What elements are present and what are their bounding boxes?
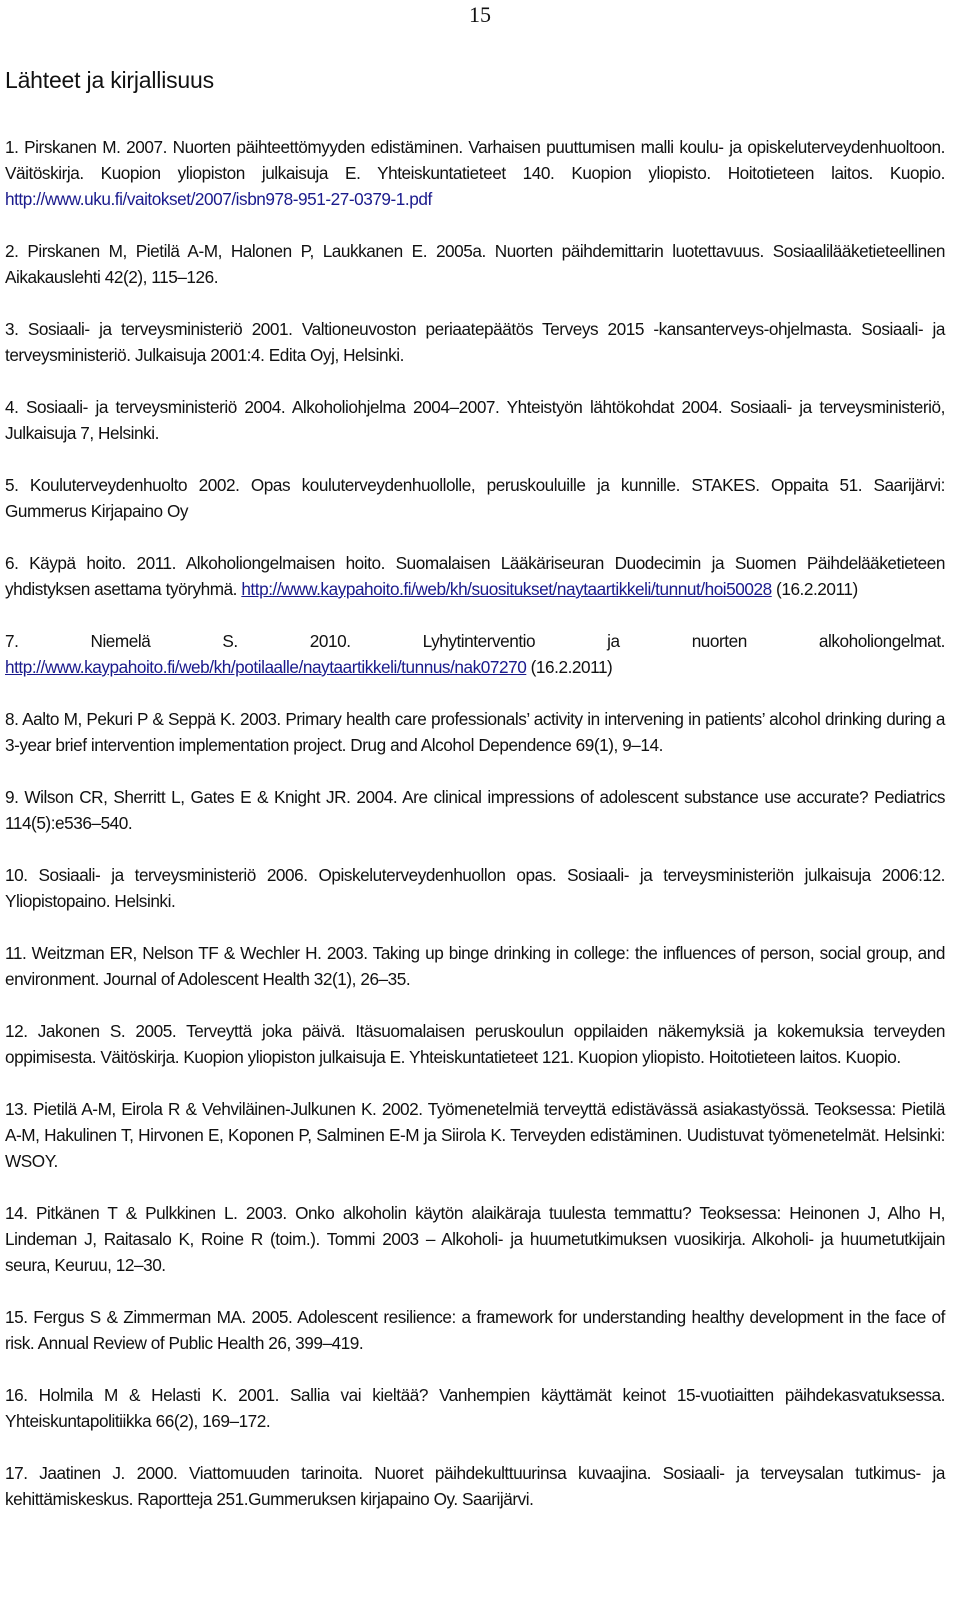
reference-item <box>5 1200 945 1278</box>
reference-text: 14. Pitkänen T & Pulkkinen L. 2003. Onko alkoholin käytön alaikäraja tuulesta temmattu? Teoksessa: Heinonen J, Alho H, Lindeman J, Raitasalo K, Roine R (toim.). Tommi 2003 – Alkoholi- ja huumetutkimuksen vuosikirja. Alkoholi- ja huumetutkijain seura, Keuruu, 12–30. <box>5 1203 945 1275</box>
reference-item <box>5 1018 945 1070</box>
reference-text: 9. Wilson CR, Sherritt L, Gates E & Knight JR. 2004. Are clinical impressions of adolescent substance use accurate? Pediatrics 114(5):e536–540. <box>5 787 945 833</box>
reference-url-link[interactable]: http://www.kaypahoito.fi/web/kh/suositukset/naytaartikkeli/tunnut/hoi50028 <box>241 579 772 599</box>
reference-item <box>5 784 945 836</box>
reference-item <box>5 134 945 212</box>
reference-item <box>5 1096 945 1174</box>
reference-text: 5. Kouluterveydenhuolto 2002. Opas kouluterveydenhuollolle, peruskouluille ja kunnille. STAKES. Oppaita 51. Saarijärvi: Gummerus Kirjapaino Oy <box>5 475 945 521</box>
reference-text: 4. Sosiaali- ja terveysministeriö 2004. Alkoholiohjelma 2004–2007. Yhteistyön lähtökohdat 2004. Sosiaali- ja terveysministeriö, Julkaisuja 7, Helsinki. <box>5 397 945 443</box>
reference-url-link[interactable]: http://www.uku.fi/vaitokset/2007/isbn978-951-27-0379-1.pdf <box>5 189 432 209</box>
reference-text: 8. Aalto M, Pekuri P & Seppä K. 2003. Primary health care professionals’ activity in intervening in patients’ alcohol drinking during a 3-year brief intervention implementation project. Drug and Alcohol Dependence 69(1), 9–14. <box>5 709 945 755</box>
reference-text: 17. Jaatinen J. 2000. Viattomuuden tarinoita. Nuoret päihdekulttuurinsa kuvaajina. Sosiaali- ja terveysalan tutkimus- ja kehittämiskeskus. Raportteja 251.Gummeruksen kirjapaino Oy. Saarijärvi. <box>5 1463 945 1509</box>
reference-text: 12. Jakonen S. 2005. Terveyttä joka päivä. Itäsuomalaisen peruskoulun oppilaiden näkemyksiä ja kokemuksia terveyden oppimisesta. Väitöskirja. Kuopion yliopiston julkaisuja E. Yhteiskuntatieteet 121. Kuopion yliopisto. Hoitotieteen laitos. Kuopio. <box>5 1021 945 1067</box>
reference-list <box>5 134 945 1512</box>
reference-text: 1. Pirskanen M. 2007. Nuorten päihteettömyyden edistäminen. Varhaisen puuttumisen malli koulu- ja opiskeluterveydenhuoltoon. Väitöskirja. Kuopion yliopiston julkaisuja E. Yhteiskuntatieteet 140. Kuopion yliopisto. Hoitotieteen laitos. Kuopio. <box>5 137 945 183</box>
reference-text: 7. Niemelä S. 2010. Lyhytinterventio ja nuorten alkoholiongelmat. <box>5 631 945 651</box>
reference-item <box>5 940 945 992</box>
reference-text: 2. Pirskanen M, Pietilä A-M, Halonen P, Laukkanen E. 2005a. Nuorten päihdemittarin luotettavuus. Sosiaalilääketieteellinen Aikakauslehti 42(2), 115–126. <box>5 241 945 287</box>
reference-text: 15. Fergus S & Zimmerman MA. 2005. Adolescent resilience: a framework for understanding healthy development in the face of risk. Annual Review of Public Health 26, 399–419. <box>5 1307 945 1353</box>
reference-item <box>5 316 945 368</box>
reference-access-date: (16.2.2011) <box>526 657 613 677</box>
reference-item <box>5 238 945 290</box>
reference-text: 3. Sosiaali- ja terveysministeriö 2001. Valtioneuvoston periaatepäätös Terveys 2015 -kansanterveys-ohjelmasta. Sosiaali- ja terveysministeriö. Julkaisuja 2001:4. Edita Oyj, Helsinki. <box>5 319 945 365</box>
reference-item <box>5 628 945 680</box>
reference-item <box>5 1460 945 1512</box>
reference-item <box>5 550 945 602</box>
reference-item <box>5 1304 945 1356</box>
reference-url-link[interactable]: http://www.kaypahoito.fi/web/kh/potilaalle/naytaartikkeli/tunnus/nak07270 <box>5 657 527 677</box>
reference-access-date: (16.2.2011) <box>771 579 858 599</box>
reference-text: 10. Sosiaali- ja terveysministeriö 2006. Opiskeluterveydenhuollon opas. Sosiaali- ja terveysministeriön julkaisuja 2006:12. Yliopistopaino. Helsinki. <box>5 865 945 911</box>
reference-item <box>5 394 945 446</box>
page-number: 15 <box>469 2 491 27</box>
reference-item <box>5 1382 945 1434</box>
reference-text: 6. Käypä hoito. 2011. Alkoholiongelmaisen hoito. Suomalaisen Lääkäriseuran Duodecimin ja Suomen Päihdelääketieteen yhdistyksen asettama työryhmä. <box>5 553 945 599</box>
reference-text: 11. Weitzman ER, Nelson TF & Wechler H. 2003. Taking up binge drinking in college: the influences of person, social group, and environment. Journal of Adolescent Health 32(1), 26–35. <box>5 943 945 989</box>
reference-text: 16. Holmila M & Helasti K. 2001. Sallia vai kieltää? Vanhempien käyttämät keinot 15-vuotiaitten päihdekasvatuksessa. Yhteiskuntapolitiikka 66(2), 169–172. <box>5 1385 945 1431</box>
reference-text: 13. Pietilä A-M, Eirola R & Vehviläinen-Julkunen K. 2002. Työmenetelmiä terveyttä edistävässä asiakastyössä. Teoksessa: Pietilä A-M, Hakulinen T, Hirvonen E, Koponen P, Salminen E-M ja Siirola K. Terveyden edistäminen. Uudistuvat työmenetelmät. Helsinki: WSOY. <box>5 1099 945 1171</box>
page-heading: Lähteet ja kirjallisuus <box>5 67 214 93</box>
reference-item <box>5 472 945 524</box>
reference-item <box>5 706 945 758</box>
reference-item <box>5 862 945 914</box>
